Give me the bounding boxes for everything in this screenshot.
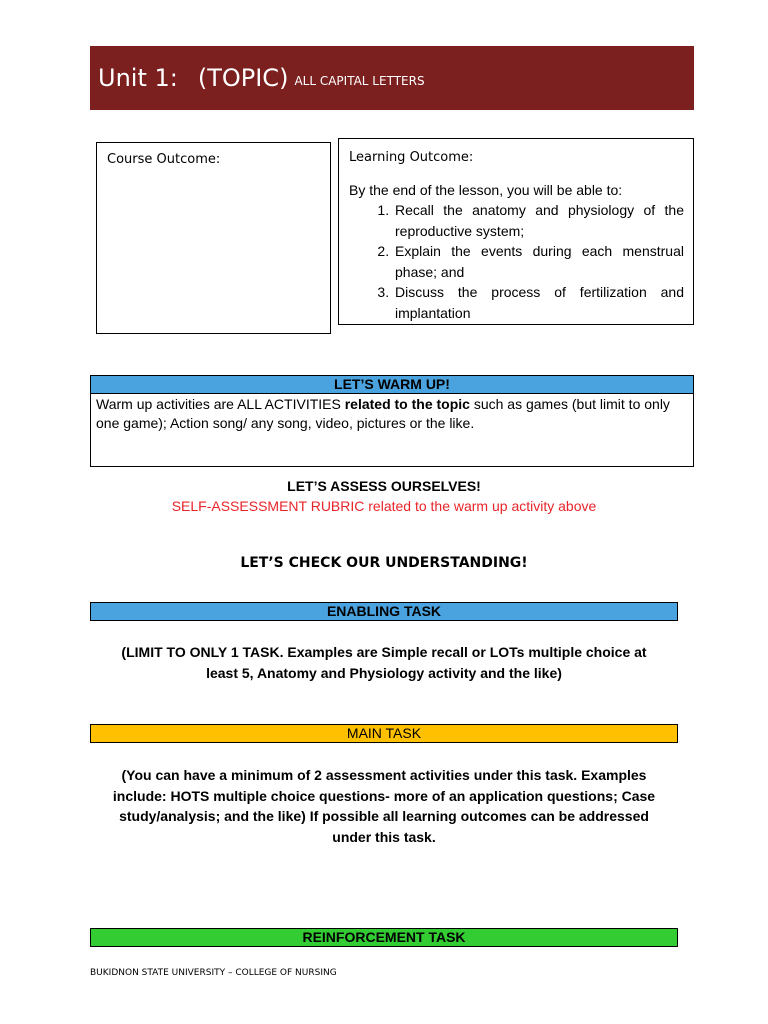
main-note-line: study/analysis; and the like) If possible all learning outcomes can be addressed [119,808,649,824]
main-note-line: under this task. [332,828,436,845]
main-task-header: MAIN TASK [90,724,678,743]
topic-label: (TOPIC) [197,64,289,92]
assess-subtitle: SELF-ASSESSMENT RUBRIC related to the warm up activity above [171,498,597,514]
assess-title: LET’S ASSESS OURSELVES! [287,478,481,494]
main-note-line: include: HOTS multiple choice questions- more of an application questions; Case [112,787,656,804]
check-title: LET’S CHECK OUR UNDERSTANDING! [240,555,528,571]
reinforcement-task-header: REINFORCEMENT TASK [90,928,678,947]
enabling-task-header: ENABLING TASK [90,602,678,621]
list-item: 2. Explain the events during each menstrual phase; and [393,241,684,282]
learning-outcome-heading: Learning Outcome: [349,150,474,165]
learning-outcome-box [338,138,694,325]
main-note-line: (You can have a minimum of 2 assessment activities under this task. Examples [121,767,647,783]
learning-outcome-intro: By the end of the lesson, you will be able to: [349,181,623,198]
list-item: 3. Discuss the process of fertilization and implantation [393,282,684,323]
learning-outcome-list [349,200,684,323]
topic-note: ALL CAPITAL LETTERS [294,74,425,88]
list-item: 1. Recall the anatomy and physiology of the reproductive system; [393,200,684,241]
warm-up-body [90,393,694,467]
unit-banner [90,46,694,110]
main-task-note [0,765,768,847]
course-outcome-heading: Course Outcome: [107,152,221,167]
unit-label: Unit 1: [98,64,178,92]
warm-up-text-start: Warm up activities are ALL ACTIVITIES [96,396,345,412]
warm-up-text-bold: related to the topic [344,396,470,412]
course-outcome-box [96,142,331,334]
warm-up-text-end: such as games (but limit to only one game); Action song/ any song, video, pictures or the like. [96,396,670,431]
warm-up-header: LET’S WARM UP! [90,375,694,394]
page-footer: BUKIDNON STATE UNIVERSITY – COLLEGE OF NURSING [90,968,337,978]
enabling-task-note [0,642,768,683]
enabling-note-line: (LIMIT TO ONLY 1 TASK. Examples are Simple recall or LOTs multiple choice at [121,644,647,660]
enabling-note-line: least 5, Anatomy and Physiology activity and the like) [206,664,562,681]
